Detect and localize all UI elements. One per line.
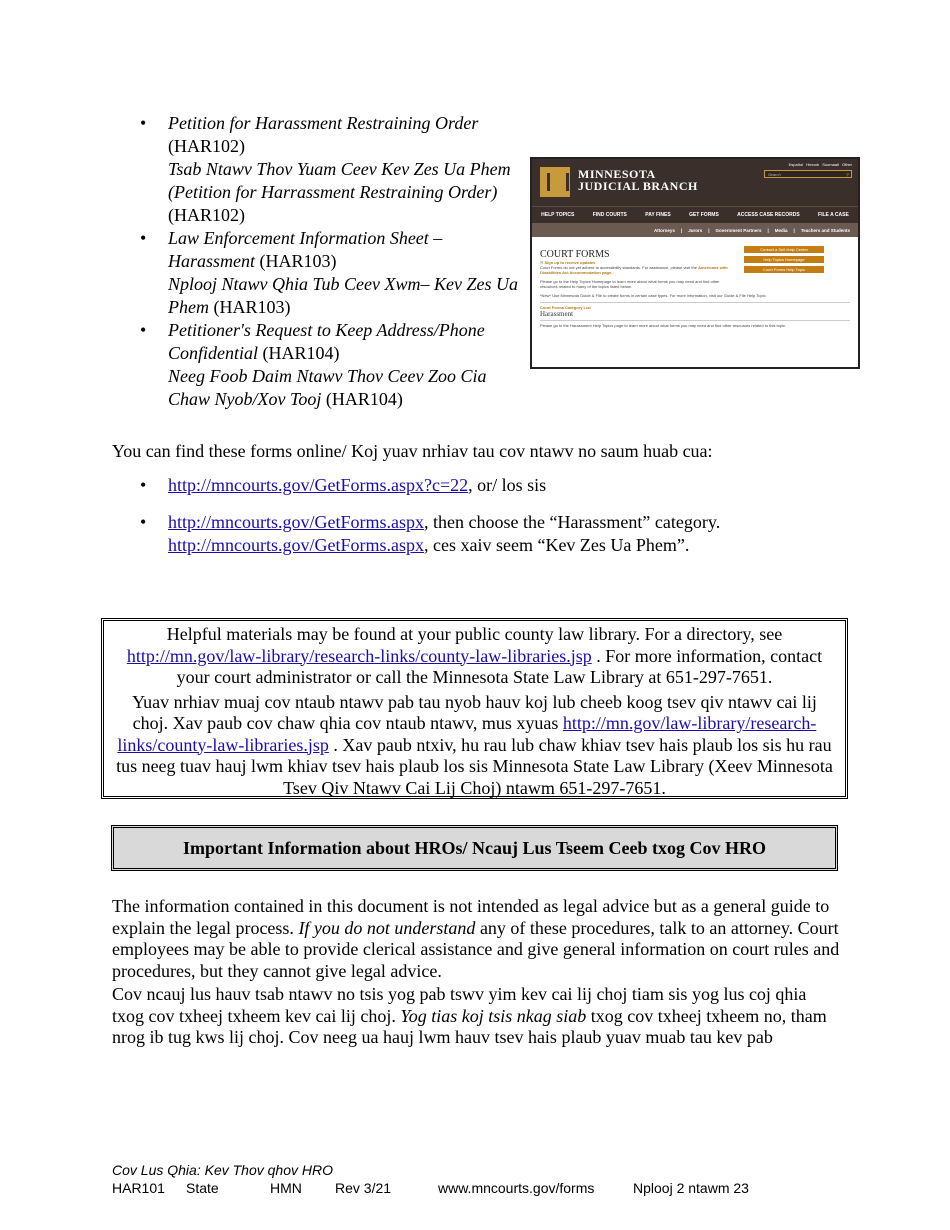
site-brand xyxy=(578,168,698,192)
getforms-link[interactable]: http://mncourts.gov/GetForms.aspx xyxy=(168,512,424,532)
library-text-en xyxy=(114,624,835,689)
form-title: Petitioner's Request to Keep Address/Phone Confidential xyxy=(168,320,485,363)
para-text: txog cov txheej txheem no, tham nrog ib tug kws lij choj. Cov neeg ua hauj lwm hauv tsev hais plaub yuav muab tau kev pab xyxy=(112,1005,827,1047)
para-text: any of these procedures, talk to an attorney. Court employees may be able to provide clerical assistance and give general information on court rules and procedures, but they cannot give legal advice. xyxy=(112,917,840,981)
form-code: (HAR104) xyxy=(325,389,403,409)
ada-link: Americans with Disabilities Act Accommodation page. xyxy=(540,265,728,275)
getforms-link-hmn[interactable]: http://mncourts.gov/GetForms.aspx xyxy=(168,535,424,555)
library-text: . Xav paub ntxiv, hu rau lub chaw khiav tsev hais plaub los sis hu rau tus neeg tuav hauj lwm khiav tsev hais plaub los sis Minnesota State Law Library (Xeev Minnesota Tsev Qiv Ntawv Cai Lij Choj) ntawm 651-297-7651. xyxy=(116,734,833,798)
site-button: Court Forms Help Topic xyxy=(744,266,824,273)
site-search-box xyxy=(764,170,852,178)
form-item-har104 xyxy=(138,319,518,411)
nav-item: ACCESS CASE RECORDS xyxy=(737,212,800,218)
law-library-box xyxy=(101,618,848,799)
online-links-list xyxy=(138,474,858,557)
court-forms-website-screenshot xyxy=(530,157,860,369)
footer-form-code: HAR101 xyxy=(112,1180,165,1196)
library-text: Yuav nrhiav muaj cov ntaub ntawv pab tau nyob hauv koj lub cheeb koog tsev qiv ntawv cai lij choj. Xav paub cov chaw qhia cov ntaub ntawv, mus xyuas xyxy=(132,691,817,733)
link-suffix: , ces xaiv seem “Kev Zes Ua Phem”. xyxy=(424,535,690,555)
site-divider xyxy=(540,320,850,321)
form-title-hmn: Nplooj Ntawv Qhia Tub Ceev Xwm– Kev Zes Ua Phem xyxy=(168,274,518,317)
nav-item: FILE A CASE xyxy=(818,212,849,218)
footer-language: HMN xyxy=(270,1180,302,1196)
site-divider xyxy=(540,302,850,303)
form-title: Law Enforcement Information Sheet – Harassment xyxy=(168,228,443,271)
site-subnav xyxy=(532,223,858,237)
site-desc: *New* Use Minnesota Guide & File to create forms in certain case types. For more information, visit our Guide & File Help Topic. xyxy=(540,293,767,298)
brand-line: MINNESOTA xyxy=(578,167,656,181)
subnav-item: Government Partners xyxy=(715,227,762,233)
legal-disclaimer-hmn xyxy=(112,984,840,1049)
nav-item: HELP TOPICS xyxy=(541,212,575,218)
library-text: Helpful materials may be found at your public county law library. For a directory, see xyxy=(166,624,783,644)
site-header xyxy=(532,159,858,206)
search-icon: ⚲ xyxy=(846,172,849,177)
footer-state: State xyxy=(186,1180,219,1196)
site-body xyxy=(532,237,858,334)
legal-disclaimer-en xyxy=(112,896,840,982)
form-title-hmn: Tsab Ntawv Thov Yuam Ceev Kev Zes Ua Phem (Petition for Harrassment Restraining Order) xyxy=(168,159,511,202)
para-text: The information contained in this document is not intended as legal advice but as a general guide to explain the legal process. xyxy=(112,896,830,938)
form-title: Petition for Harassment Restraining Order xyxy=(168,113,479,133)
form-item-har102 xyxy=(138,112,518,227)
online-forms-intro: You can find these forms online/ Koj yuav nrhiav tau cov ntawv no saum huab cua: xyxy=(112,441,713,461)
subnav-item: Attorneys xyxy=(653,227,675,233)
footer-url: www.mncourts.gov/forms xyxy=(438,1180,595,1196)
para-text: Cov ncauj lus hauv tsab ntawv no tsis yog pab tswv yim kev cai lij choj tiam sis yog lus coj qhia txog cov txheej txheem kev cai lij choj. xyxy=(112,984,807,1026)
important-info-heading: Important Information about HROs/ Ncauj Lus Tseem Ceeb txog Cov HRO xyxy=(111,825,838,871)
subnav-divider: | xyxy=(708,227,710,233)
link-suffix: , then choose the “Harassment” category. xyxy=(424,512,721,532)
subnav-item: Jurors xyxy=(688,227,703,233)
para-emphasis: Yog tias koj tsis nkag siab xyxy=(400,1005,587,1026)
link-suffix: , or/ los sis xyxy=(468,475,547,495)
language-links: Español Hmoob Soomaali Other xyxy=(788,162,852,167)
subnav-divider: | xyxy=(767,227,769,233)
brand-line: JUDICIAL BRANCH xyxy=(578,179,698,193)
site-button: Contact a Self-Help Center xyxy=(744,246,824,253)
site-desc xyxy=(540,265,730,275)
nav-item: GET FORMS xyxy=(689,212,719,218)
getforms-c22-link[interactable]: http://mncourts.gov/GetForms.aspx?c=22 xyxy=(168,475,469,495)
subnav-divider: | xyxy=(680,227,683,233)
form-item-har103 xyxy=(138,227,518,319)
forms-list xyxy=(138,112,518,411)
subnav-item: Teachers and Students xyxy=(800,227,850,233)
search-placeholder: Search xyxy=(768,172,781,177)
site-desc: Please go to the Help Topics Homepage to learn more about what forms you may need and find other resources related to many of the topics listed below. xyxy=(540,279,720,289)
para-emphasis: If you do not understand xyxy=(298,917,476,938)
footer-page-number: Nplooj 2 ntawm 23 xyxy=(633,1180,749,1196)
online-link-item xyxy=(138,511,858,557)
site-button: Help Topics Homepage xyxy=(744,256,824,263)
category-list-link: Court Forms Category List xyxy=(540,305,591,310)
judicial-branch-logo-icon xyxy=(540,167,570,197)
online-link-item xyxy=(138,474,858,497)
site-buttons xyxy=(744,246,824,276)
footer-title: Cov Lus Qhia: Kev Thov qhov HRO xyxy=(112,1162,333,1178)
county-law-libraries-link-hmn[interactable]: http://mn.gov/law-library/research-links/county-law-libraries.jsp xyxy=(117,713,817,755)
form-code: (HAR102) xyxy=(168,136,245,156)
site-page-heading: COURT FORMS xyxy=(540,249,610,260)
nav-item: PAY FINES xyxy=(645,212,671,218)
site-desc-text: Court Forms do not yet adhere to accessibility standards. For assistance, please visit the xyxy=(540,265,697,270)
library-text-hmn xyxy=(114,692,835,800)
form-code: (HAR104) xyxy=(262,343,340,363)
form-code: (HAR102) xyxy=(168,205,245,225)
footer-revision: Rev 3/21 xyxy=(335,1180,392,1196)
form-code: (HAR103) xyxy=(259,251,337,271)
nav-item: FIND COURTS xyxy=(592,212,627,218)
signup-link: ✉ Sign up to receive updates xyxy=(540,260,596,265)
signup-text: Sign up to receive updates xyxy=(544,260,596,265)
form-code: (HAR103) xyxy=(213,297,291,317)
library-text: . For more information, contact your court administrator or call the Minnesota State Law Library at 651-297-7651. xyxy=(176,645,823,687)
category-heading: Harassment xyxy=(540,310,574,318)
site-nav xyxy=(532,206,858,223)
county-law-libraries-link[interactable]: http://mn.gov/law-library/research-links/county-law-libraries.jsp xyxy=(126,645,592,666)
form-title-hmn: Neeg Foob Daim Ntawv Thov Ceev Zoo Cia Chaw Nyob/Xov Tooj xyxy=(168,366,487,409)
category-note: Please go to the Harassment Help Topics page to learn more about what forms you may need and find other resources related to this topic. xyxy=(540,323,787,328)
subnav-item: Media xyxy=(774,227,788,233)
subnav-divider: | xyxy=(793,227,795,233)
